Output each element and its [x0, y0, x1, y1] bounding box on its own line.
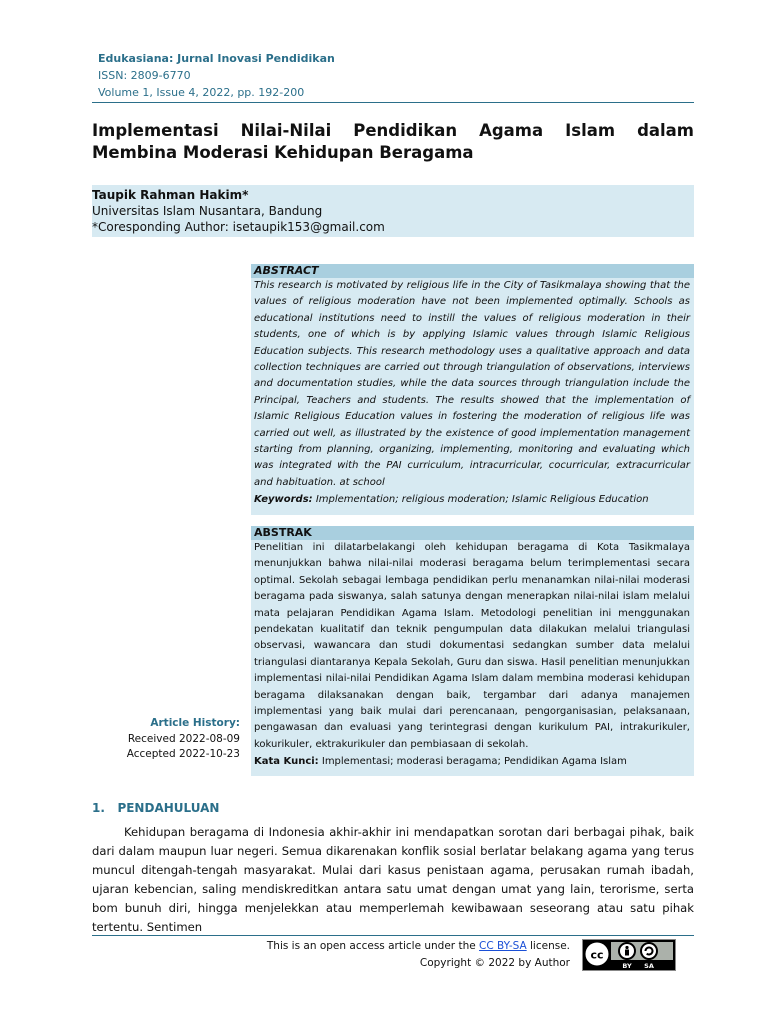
journal-issn: ISSN: 2809-6770: [98, 69, 191, 82]
article-history: [92, 716, 240, 763]
journal-header: [98, 50, 335, 101]
license-link[interactable]: CC BY-SA: [479, 940, 527, 952]
header-divider: [92, 102, 694, 103]
abstract-id: [251, 540, 694, 776]
cc-license-icon: [583, 940, 675, 970]
abstract-en-text: This research is motivated by religious life in the City of Tasikmalaya showing that the values of religious moderation have not been implemented optimally. Schools as educational institutions need to instill the values of religious moderation in their students, one of which is by applying Islamic values through Islamic Religious Education subjects. This research methodology uses a qualitative approach and data collection techniques are carried out through triangulation of observations, interviews and documentation studies, while the data sources through triangulation include the Principal, Teachers and students. The results showed that the implementation of Islamic Religious Education values in fostering the moderation of religious life was carried out well, as illustrated by the existence of good implementation management starting from planning, organizing, implementing, monitoring and evaluating which was integrated with the PAI curriculum, intracurricular, cocurricular, extracurricular and habituation. at school: [254, 280, 690, 488]
abstract-en-keywords: [254, 492, 690, 508]
abstract-en: [251, 278, 694, 515]
history-label: Article History:: [150, 717, 240, 729]
journal-volume: Volume 1, Issue 4, 2022, pp. 192-200: [98, 86, 305, 99]
by-text: BY: [622, 962, 632, 970]
abstract-id-heading: ABSTRAK: [251, 526, 694, 540]
footer-text: [240, 938, 570, 972]
abstract-id-text: Penelitian ini dilatarbelakangi oleh kehidupan beragama di Kota Tasikmalaya menunjukkan bahwa nilai-nilai moderasi beragama belum terimplementasi secara optimal. Sekolah sebagai lembaga pendidikan perlu menanamkan nilai-nilai moderasi beragama pada siswanya, salah satunya dengan menerapkan nilai-nilai islam melalui mata pelajaran Pendidikan Agama Islam. Metodologi penelitian ini menggunakan pendekatan kualitatif dan teknik pengumpulan data dilakukan melalui triangulasi observasi, wawancara dan studi dokumentasi sedangkan sumber data melalui triangulasi diantaranya Kepala Sekolah, Guru dan siswa. Hasil penelitian menunjukkan implementasi nilai-nilai Pendidikan Agama Islam dalam membina moderasi kehidupan beragama dilaksanakan dengan baik, tergambar dari adanya manajemen implementasi yang baik mulai dari perencanaan, pengorganisasian, pelaksanaan, pengawasan dan evaluasi yang terintegrasi dengan kurikulum PAI, intrakurikuler, kokurikuler, ektrakurikuler dan pembiasaan di sekolah.: [254, 542, 690, 750]
author-correspondence: *Coresponding Author: isetaupik153@gmail.com: [92, 220, 385, 234]
keywords-label: Keywords:: [254, 494, 313, 506]
abstract-id-keywords: [254, 754, 690, 770]
license-suffix: license.: [526, 940, 570, 952]
history-received: Received 2022-08-09: [127, 732, 240, 745]
author-affiliation: Universitas Islam Nusantara, Bandung: [92, 204, 323, 218]
author-name: Taupik Rahman Hakim*: [92, 188, 249, 202]
footer-divider: [92, 935, 694, 936]
journal-name: Edukasiana: Jurnal Inovasi Pendidikan: [98, 52, 335, 65]
cc-text: cc: [590, 948, 604, 962]
section-paragraph: Kehidupan beragama di Indonesia akhir-akhir ini mendapatkan sorotan dari berbagai pihak, baik dari dalam maupun luar negeri. Semua dikarenakan konflik sosial berlatar belakang agama yang terus muncul ditengah-tengah masyarakat. Mulai dari kasus penistaan agama, perusakan rumah ibadah, ujaran kebencian, saling mendiskreditkan antara satu umat dengan umat yang lain, terorisme, serta bom bunuh diri, hingga menjelekkan atau memperlemah kewibawaan seseorang atau satu pihak tertentu. Sentimen: [92, 825, 694, 934]
sa-text: SA: [644, 962, 654, 970]
history-accepted: Accepted 2022-10-23: [126, 748, 240, 760]
copyright-line: Copyright © 2022 by Author: [419, 957, 570, 969]
author-box: [92, 185, 694, 237]
cc-by-sa-badge: [582, 939, 676, 971]
keywords-text: Implementation; religious moderation; Islamic Religious Education: [312, 494, 649, 506]
license-line: [240, 938, 570, 955]
kata-kunci-text: Implementasi; moderasi beragama; Pendidikan Agama Islam: [318, 756, 627, 768]
abstract-en-heading: ABSTRACT: [251, 264, 694, 278]
section-heading: 1. PENDAHULUAN: [92, 801, 220, 815]
article-title: Implementasi Nilai-Nilai Pendidikan Agama Islam dalam Membina Moderasi Kehidupan Beragama: [92, 121, 694, 162]
kata-kunci-label: Kata Kunci:: [254, 756, 319, 768]
license-prefix: This is an open access article under the: [266, 940, 480, 952]
